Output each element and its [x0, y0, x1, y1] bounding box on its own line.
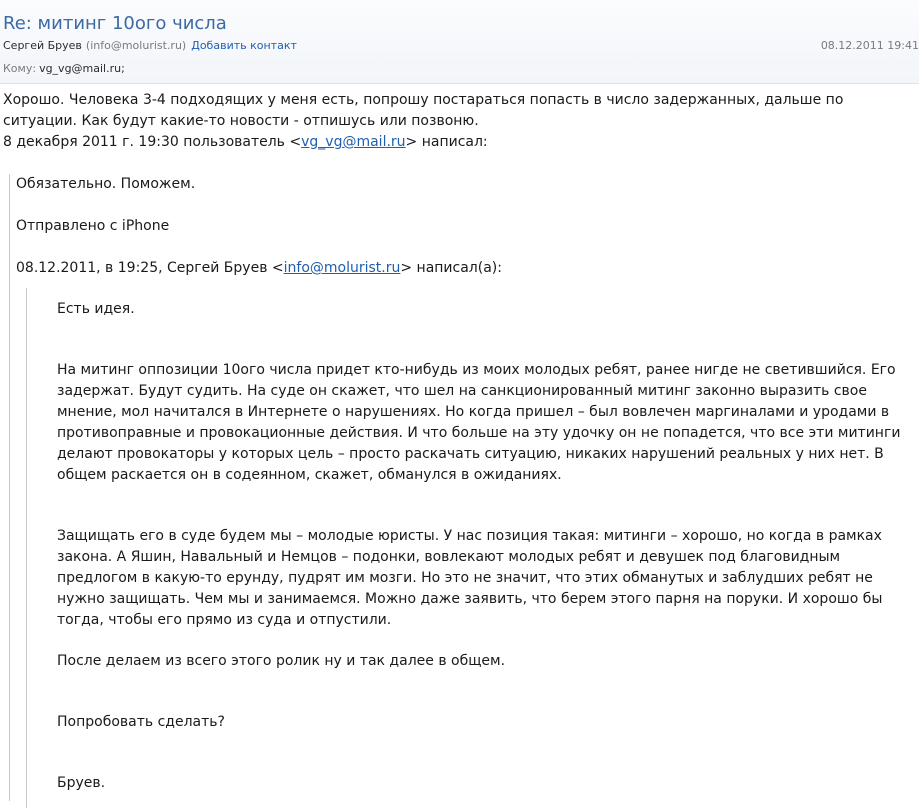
quote-line-confirm: Обязательно. Поможем. [16, 176, 196, 192]
message-body [3, 90, 915, 153]
sender-name[interactable]: Сергей Бруев [3, 39, 82, 52]
reply-text: Хорошо. Человека 3-4 подходящих у меня есть, попрошу постараться попасть в число задержанных, дальше по ситуации. Как будут какие-то новости - отпишусь или позвоню. [3, 92, 844, 129]
nested-quote-attribution [16, 258, 502, 279]
attribution-email-link[interactable]: vg_vg@mail.ru [301, 134, 406, 150]
to-label: Кому: [3, 62, 37, 75]
from-row [3, 39, 297, 52]
nested-attribution-email-link[interactable]: info@molurist.ru [283, 260, 401, 276]
recipient-address[interactable]: vg_vg@mail.ru; [39, 62, 125, 75]
nested-paragraph-3: Защищать его в суде будем мы – молодые юристы. У нас позиция такая: митинги – хорошо, но когда в рамках закона. А Яшин, Навальный и Немцов – подонки, вовлекают молодых ребят и девушек под благовидным предлогом в какую-то ерунду, пудрят им мозги. Но это не значит, что этих обманутых и заблудших ребят не нужно защищать. Чем мы и занимаемся. Можно даже заявить, что берем этого парня на поруки. И хорошо бы тогда, чтобы его прямо из суда и отпустили. [57, 528, 883, 628]
message-date: 08.12.2011 19:41 [820, 39, 919, 52]
nested-paragraph-6: Бруев. [57, 775, 106, 791]
nested-paragraph-2: На митинг оппозиции 10ого числа придет кто-нибудь из моих молодых ребят, ранее нигде не светившийся. Его задержат. Будут судить. На суде он скажет, что шел на санкционированный митинг законно выразить свое мнение, мол начитался в Интернете о нарушениях. Но когда пришел – был вовлечен маргиналами и уродами в противоправные и провокационные действия. И что больше на эту удочку он не попадется, что все эти митинги делают провокаторы у которых цель – просто раскачать ситуацию, никаких нарушений реальных у них нет. В общем раскается он в содеянном, скажет, обманулся в ожиданиях. [57, 362, 901, 483]
to-row [3, 62, 125, 75]
add-contact-link[interactable]: Добавить контакт [191, 39, 297, 52]
message-subject: Re: митинг 10ого числа [3, 13, 227, 34]
sender-email: (info@molurist.ru) [85, 39, 187, 52]
attribution-suffix: > написал: [405, 134, 488, 150]
quoted-message [9, 174, 916, 801]
quote-attribution [3, 132, 915, 153]
quote-line-signature: Отправлено с iPhone [16, 218, 170, 234]
attribution-prefix: 8 декабря 2011 г. 19:30 пользователь < [3, 134, 302, 150]
nested-paragraph-4: После делаем из всего этого ролик ну и так далее в общем. [57, 653, 506, 669]
nested-attribution-prefix: 08.12.2011, в 19:25, Сергей Бруев < [16, 260, 284, 276]
nested-paragraph-5: Попробовать сделать? [57, 714, 225, 730]
nested-attribution-suffix: > написал(а): [400, 260, 502, 276]
nested-paragraph-1: Есть идея. [57, 301, 135, 317]
nested-quoted-message [26, 288, 915, 808]
message-header [0, 0, 919, 84]
